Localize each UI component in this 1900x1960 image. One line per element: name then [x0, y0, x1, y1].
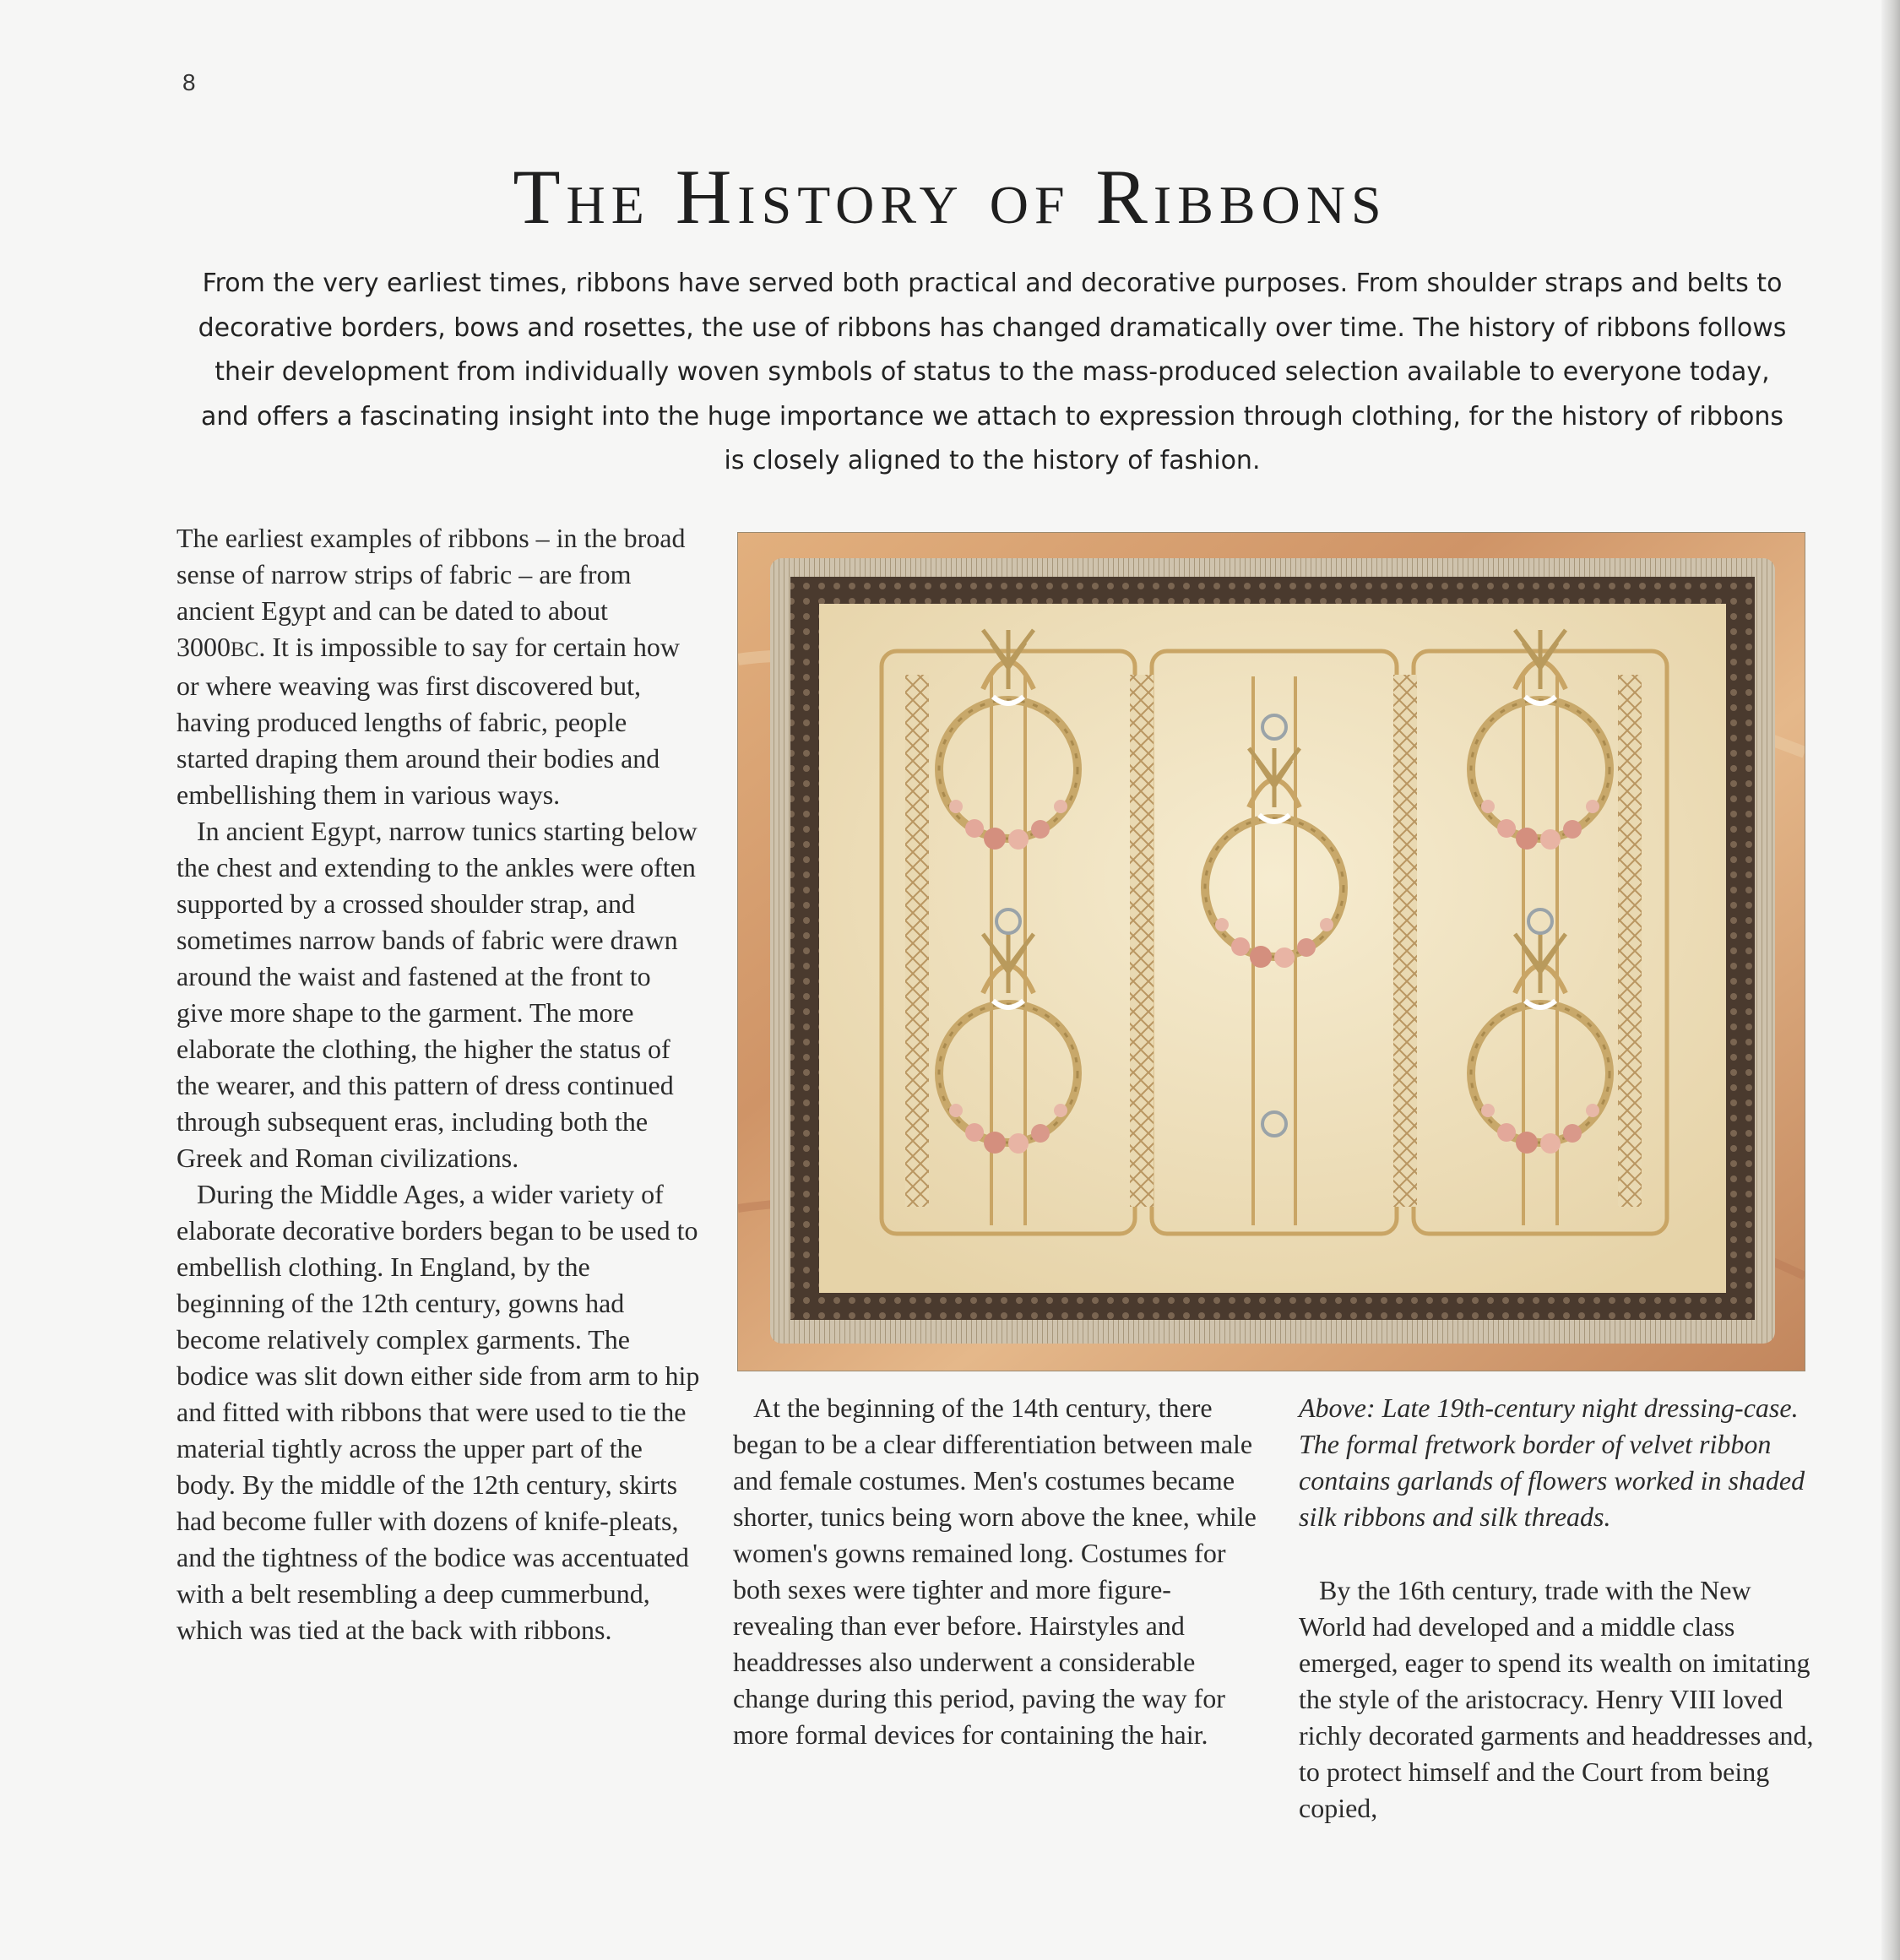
dressing-case-photo [737, 532, 1805, 1371]
page-number: 8 [182, 69, 196, 95]
intro-paragraph: From the very earliest times, ribbons have served both practical and decorative purposes. From shoulder straps and belts to decorative borders, bows and rosettes, the use of ribbons has changed dramatically over time. The history of ribbons follows their development from individually woven symbols of status to the mass-produced selection available to everyone today, and offers a fascinating insight into the huge importance we attach to expression through clothing, for the history of ribbons is closely aligned to the history of fashion. [198, 269, 1787, 475]
right-paragraph-1: By the 16th century, trade with the New World had developed and a middle class emerged, eager to spend its wealth on imitating the style of the aristocracy. Henry VIII loved richly decorated garments and headdresses and, to protect himself and the Court from being copied, [1299, 1575, 1814, 1823]
caption-spacer [1299, 1535, 1822, 1572]
left-paragraph-3: During the Middle Ages, a wider variety of elaborate decorative borders began to be used to embellish clothing. In England, by the beginning of the 12th century, gowns had become relatively complex garments. The bodice was slit down either side from arm to hip and fitted with ribbons that were used to tie the material tightly across the upper part of the body. By the middle of the 12th century, skirts had become fuller with dozens of knife-pleats, and the tightness of the bodice was accentuated with a belt resembling a deep cummerbund, which was tied at the back with ribbons. [176, 1179, 700, 1645]
book-spine-shadow [1881, 0, 1900, 1960]
photo-caption: Above: Late 19th-century night dressing-case. The formal fretwork border of velvet ribbon contains garlands of flowers worked in shaded silk ribbons and silk threads. [1299, 1393, 1805, 1532]
middle-text-column [733, 1390, 1257, 1753]
middle-paragraph-1: At the beginning of the 14th century, there began to be a clear differentiation between male and female costumes. Men's costumes became shorter, tunics being worn above the knee, while women's gowns remained long. Costumes for both sexes were tighter and more figure-revealing than ever before. Hairstyles and headdresses also underwent a considerable change during this period, paving the way for more formal devices for containing the hair. [733, 1393, 1257, 1750]
left-paragraph-2: In ancient Egypt, narrow tunics starting below the chest and extending to the ankles were often supported by a crossed shoulder strap, and sometimes narrow bands of fabric were drawn around the waist and fastened at the front to give more shape to the garment. The more elaborate the clothing, the higher the status of the wearer, and this pattern of dress continued through subsequent eras, including both the Greek and Roman civilizations. [176, 816, 698, 1173]
dressing-case-illustration [738, 533, 1805, 1371]
left-paragraph-1 [176, 520, 700, 813]
right-text-column [1299, 1390, 1822, 1827]
era-abbreviation: BC [231, 638, 259, 661]
left-paragraph-1-end: . It is impossible to say for certain how or where weaving was first discovered but, having produced lengths of fabric, people started draping them around their bodies and embellishing them in various ways. [176, 632, 680, 810]
page-title: The History of Ribbons [513, 154, 1387, 240]
left-text-column [176, 520, 700, 1648]
left-paragraph-1-start: The earliest examples of ribbons – in the broad sense of narrow strips of fabric – are from ancient Egypt and can be dated to about 3000 [176, 523, 686, 662]
